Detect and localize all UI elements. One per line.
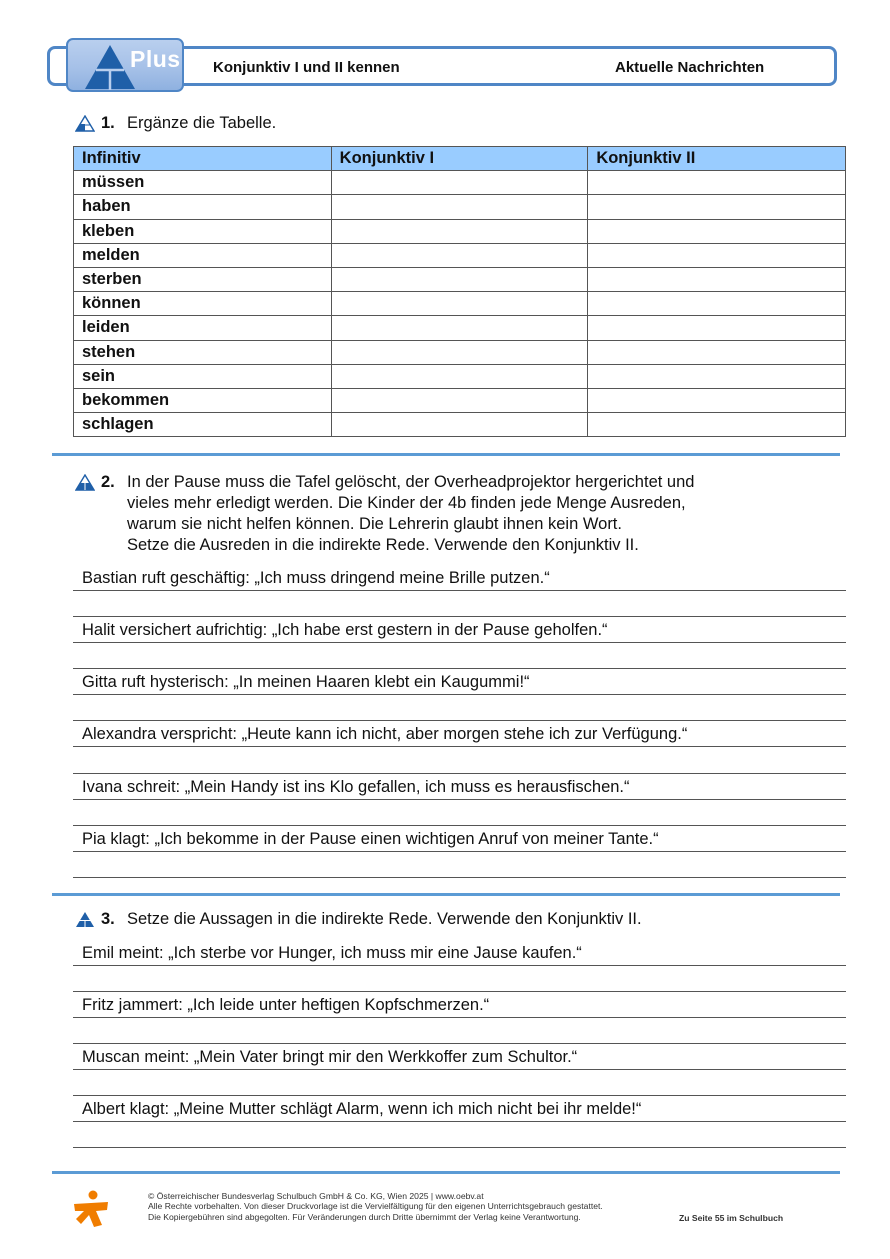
- answer-cell-konjunktiv-2[interactable]: [588, 195, 846, 219]
- answer-line[interactable]: [73, 877, 846, 878]
- infinitive-cell: können: [74, 292, 332, 316]
- answer-cell-konjunktiv-1[interactable]: [331, 413, 588, 437]
- copyright-line: Die Kopiergebühren sind abgegolten. Für Veränderungen durch Dritte übernimmt der Verlag keine Verantwortung.: [148, 1211, 581, 1222]
- sentence-line: [73, 565, 846, 591]
- pyramid-logo-icon: [84, 44, 136, 90]
- answer-cell-konjunktiv-2[interactable]: [588, 316, 846, 340]
- worksheet-topic: Aktuelle Nachrichten: [615, 59, 765, 76]
- infinitive-cell: sein: [74, 364, 332, 388]
- answer-cell-konjunktiv-1[interactable]: [331, 292, 588, 316]
- infinitive-cell: stehen: [74, 340, 332, 364]
- publisher-logo-icon: [72, 1190, 110, 1228]
- answer-cell-konjunktiv-1[interactable]: [331, 316, 588, 340]
- answer-cell-konjunktiv-2[interactable]: [588, 413, 846, 437]
- direct-speech-sentence: Pia klagt: „Ich bekomme in der Pause einen wichtigen Anruf von meiner Tante.“: [82, 830, 659, 848]
- task-instruction-line: warum sie nicht helfen können. Die Lehrerin glaubt ihnen kein Wort.: [127, 515, 622, 533]
- task-instruction: Setze die Aussagen in die indirekte Rede. Verwende den Konjunktiv II.: [127, 910, 642, 928]
- table-row: [74, 171, 846, 195]
- section-divider: [52, 453, 840, 456]
- column-header-infinitiv: Infinitiv: [74, 147, 332, 171]
- column-header-konjunktiv-2: Konjunktiv II: [588, 147, 846, 171]
- sentence-line: [73, 721, 846, 747]
- answer-cell-konjunktiv-2[interactable]: [588, 171, 846, 195]
- task-instruction-line: Setze die Ausreden in die indirekte Rede. Verwende den Konjunktiv II.: [127, 536, 639, 554]
- task-number: 1.: [101, 114, 115, 132]
- plus-logo: [66, 38, 184, 92]
- level-3-pyramid-icon: [75, 911, 95, 928]
- task-number: 2.: [101, 473, 115, 491]
- answer-cell-konjunktiv-1[interactable]: [331, 195, 588, 219]
- infinitive-cell: kleben: [74, 219, 332, 243]
- level-2-pyramid-icon: [75, 474, 95, 491]
- answer-line[interactable]: [73, 1147, 846, 1148]
- answer-cell-konjunktiv-1[interactable]: [331, 340, 588, 364]
- answer-cell-konjunktiv-2[interactable]: [588, 219, 846, 243]
- logo-text: Plus: [130, 46, 181, 72]
- textbook-page-reference: Zu Seite 55 im Schulbuch: [679, 1213, 784, 1223]
- worksheet-title: Konjunktiv I und II kennen: [213, 59, 400, 76]
- infinitive-cell: leiden: [74, 316, 332, 340]
- answer-cell-konjunktiv-2[interactable]: [588, 388, 846, 412]
- infinitive-cell: sterben: [74, 267, 332, 291]
- direct-speech-sentence: Alexandra verspricht: „Heute kann ich nicht, aber morgen stehe ich zur Verfügung.“: [82, 725, 688, 743]
- table-row: [74, 413, 846, 437]
- table-header-row: [74, 147, 846, 171]
- sentence-line: [73, 826, 846, 852]
- direct-speech-sentence: Muscan meint: „Mein Vater bringt mir den Werkkoffer zum Schultor.“: [82, 1048, 578, 1066]
- sentence-line: [73, 992, 846, 1018]
- sentence-line: [73, 617, 846, 643]
- infinitive-cell: melden: [74, 243, 332, 267]
- table-row: [74, 219, 846, 243]
- direct-speech-sentence: Halit versichert aufrichtig: „Ich habe erst gestern in der Pause geholfen.“: [82, 621, 608, 639]
- answer-cell-konjunktiv-2[interactable]: [588, 243, 846, 267]
- answer-cell-konjunktiv-2[interactable]: [588, 292, 846, 316]
- column-header-konjunktiv-1: Konjunktiv I: [331, 147, 588, 171]
- conjugation-table: [73, 146, 846, 437]
- infinitive-cell: bekommen: [74, 388, 332, 412]
- level-1-pyramid-icon: [75, 115, 95, 132]
- table-row: [74, 316, 846, 340]
- answer-cell-konjunktiv-2[interactable]: [588, 267, 846, 291]
- copyright-line: Alle Rechte vorbehalten. Von dieser Druckvorlage ist die Vervielfältigung für den eigenen Unterrichtsgebrauch gestattet.: [148, 1201, 603, 1212]
- direct-speech-sentence: Albert klagt: „Meine Mutter schlägt Alarm, wenn ich mich nicht bei ihr melde!“: [82, 1100, 642, 1118]
- answer-cell-konjunktiv-2[interactable]: [588, 364, 846, 388]
- table-row: [74, 243, 846, 267]
- answer-cell-konjunktiv-1[interactable]: [331, 267, 588, 291]
- task-instruction-line: vieles mehr erledigt werden. Die Kinder der 4b finden jede Menge Ausreden,: [127, 494, 686, 512]
- table-row: [74, 267, 846, 291]
- table-row: [74, 388, 846, 412]
- task-instruction-line: In der Pause muss die Tafel gelöscht, der Overheadprojektor hergerichtet und: [127, 473, 695, 491]
- section-divider: [52, 1171, 840, 1174]
- direct-speech-sentence: Ivana schreit: „Mein Handy ist ins Klo gefallen, ich muss es herausfischen.“: [82, 778, 630, 796]
- sentence-line: [73, 1096, 846, 1122]
- sentence-line: [73, 774, 846, 800]
- answer-cell-konjunktiv-1[interactable]: [331, 171, 588, 195]
- infinitive-cell: müssen: [74, 171, 332, 195]
- sentence-line: [73, 940, 846, 966]
- direct-speech-sentence: Bastian ruft geschäftig: „Ich muss dringend meine Brille putzen.“: [82, 569, 550, 587]
- sentence-line: [73, 669, 846, 695]
- table-row: [74, 195, 846, 219]
- sentence-line: [73, 1044, 846, 1070]
- direct-speech-sentence: Emil meint: „Ich sterbe vor Hunger, ich muss mir eine Jause kaufen.“: [82, 944, 582, 962]
- answer-cell-konjunktiv-1[interactable]: [331, 364, 588, 388]
- answer-cell-konjunktiv-1[interactable]: [331, 219, 588, 243]
- copyright-notice: [148, 1191, 603, 1222]
- table-row: [74, 340, 846, 364]
- answer-cell-konjunktiv-1[interactable]: [331, 243, 588, 267]
- direct-speech-sentence: Fritz jammert: „Ich leide unter heftigen Kopfschmerzen.“: [82, 996, 490, 1014]
- task-number: 3.: [101, 910, 115, 928]
- table-row: [74, 292, 846, 316]
- table-row: [74, 364, 846, 388]
- answer-cell-konjunktiv-2[interactable]: [588, 340, 846, 364]
- copyright-line: © Österreichischer Bundesverlag Schulbuch GmbH & Co. KG, Wien 2025 | www.oebv.at: [148, 1191, 484, 1201]
- infinitive-cell: haben: [74, 195, 332, 219]
- direct-speech-sentence: Gitta ruft hysterisch: „In meinen Haaren klebt ein Kaugummi!“: [82, 673, 530, 691]
- task-instruction: Ergänze die Tabelle.: [127, 114, 277, 132]
- answer-cell-konjunktiv-1[interactable]: [331, 388, 588, 412]
- section-divider: [52, 893, 840, 896]
- infinitive-cell: schlagen: [74, 413, 332, 437]
